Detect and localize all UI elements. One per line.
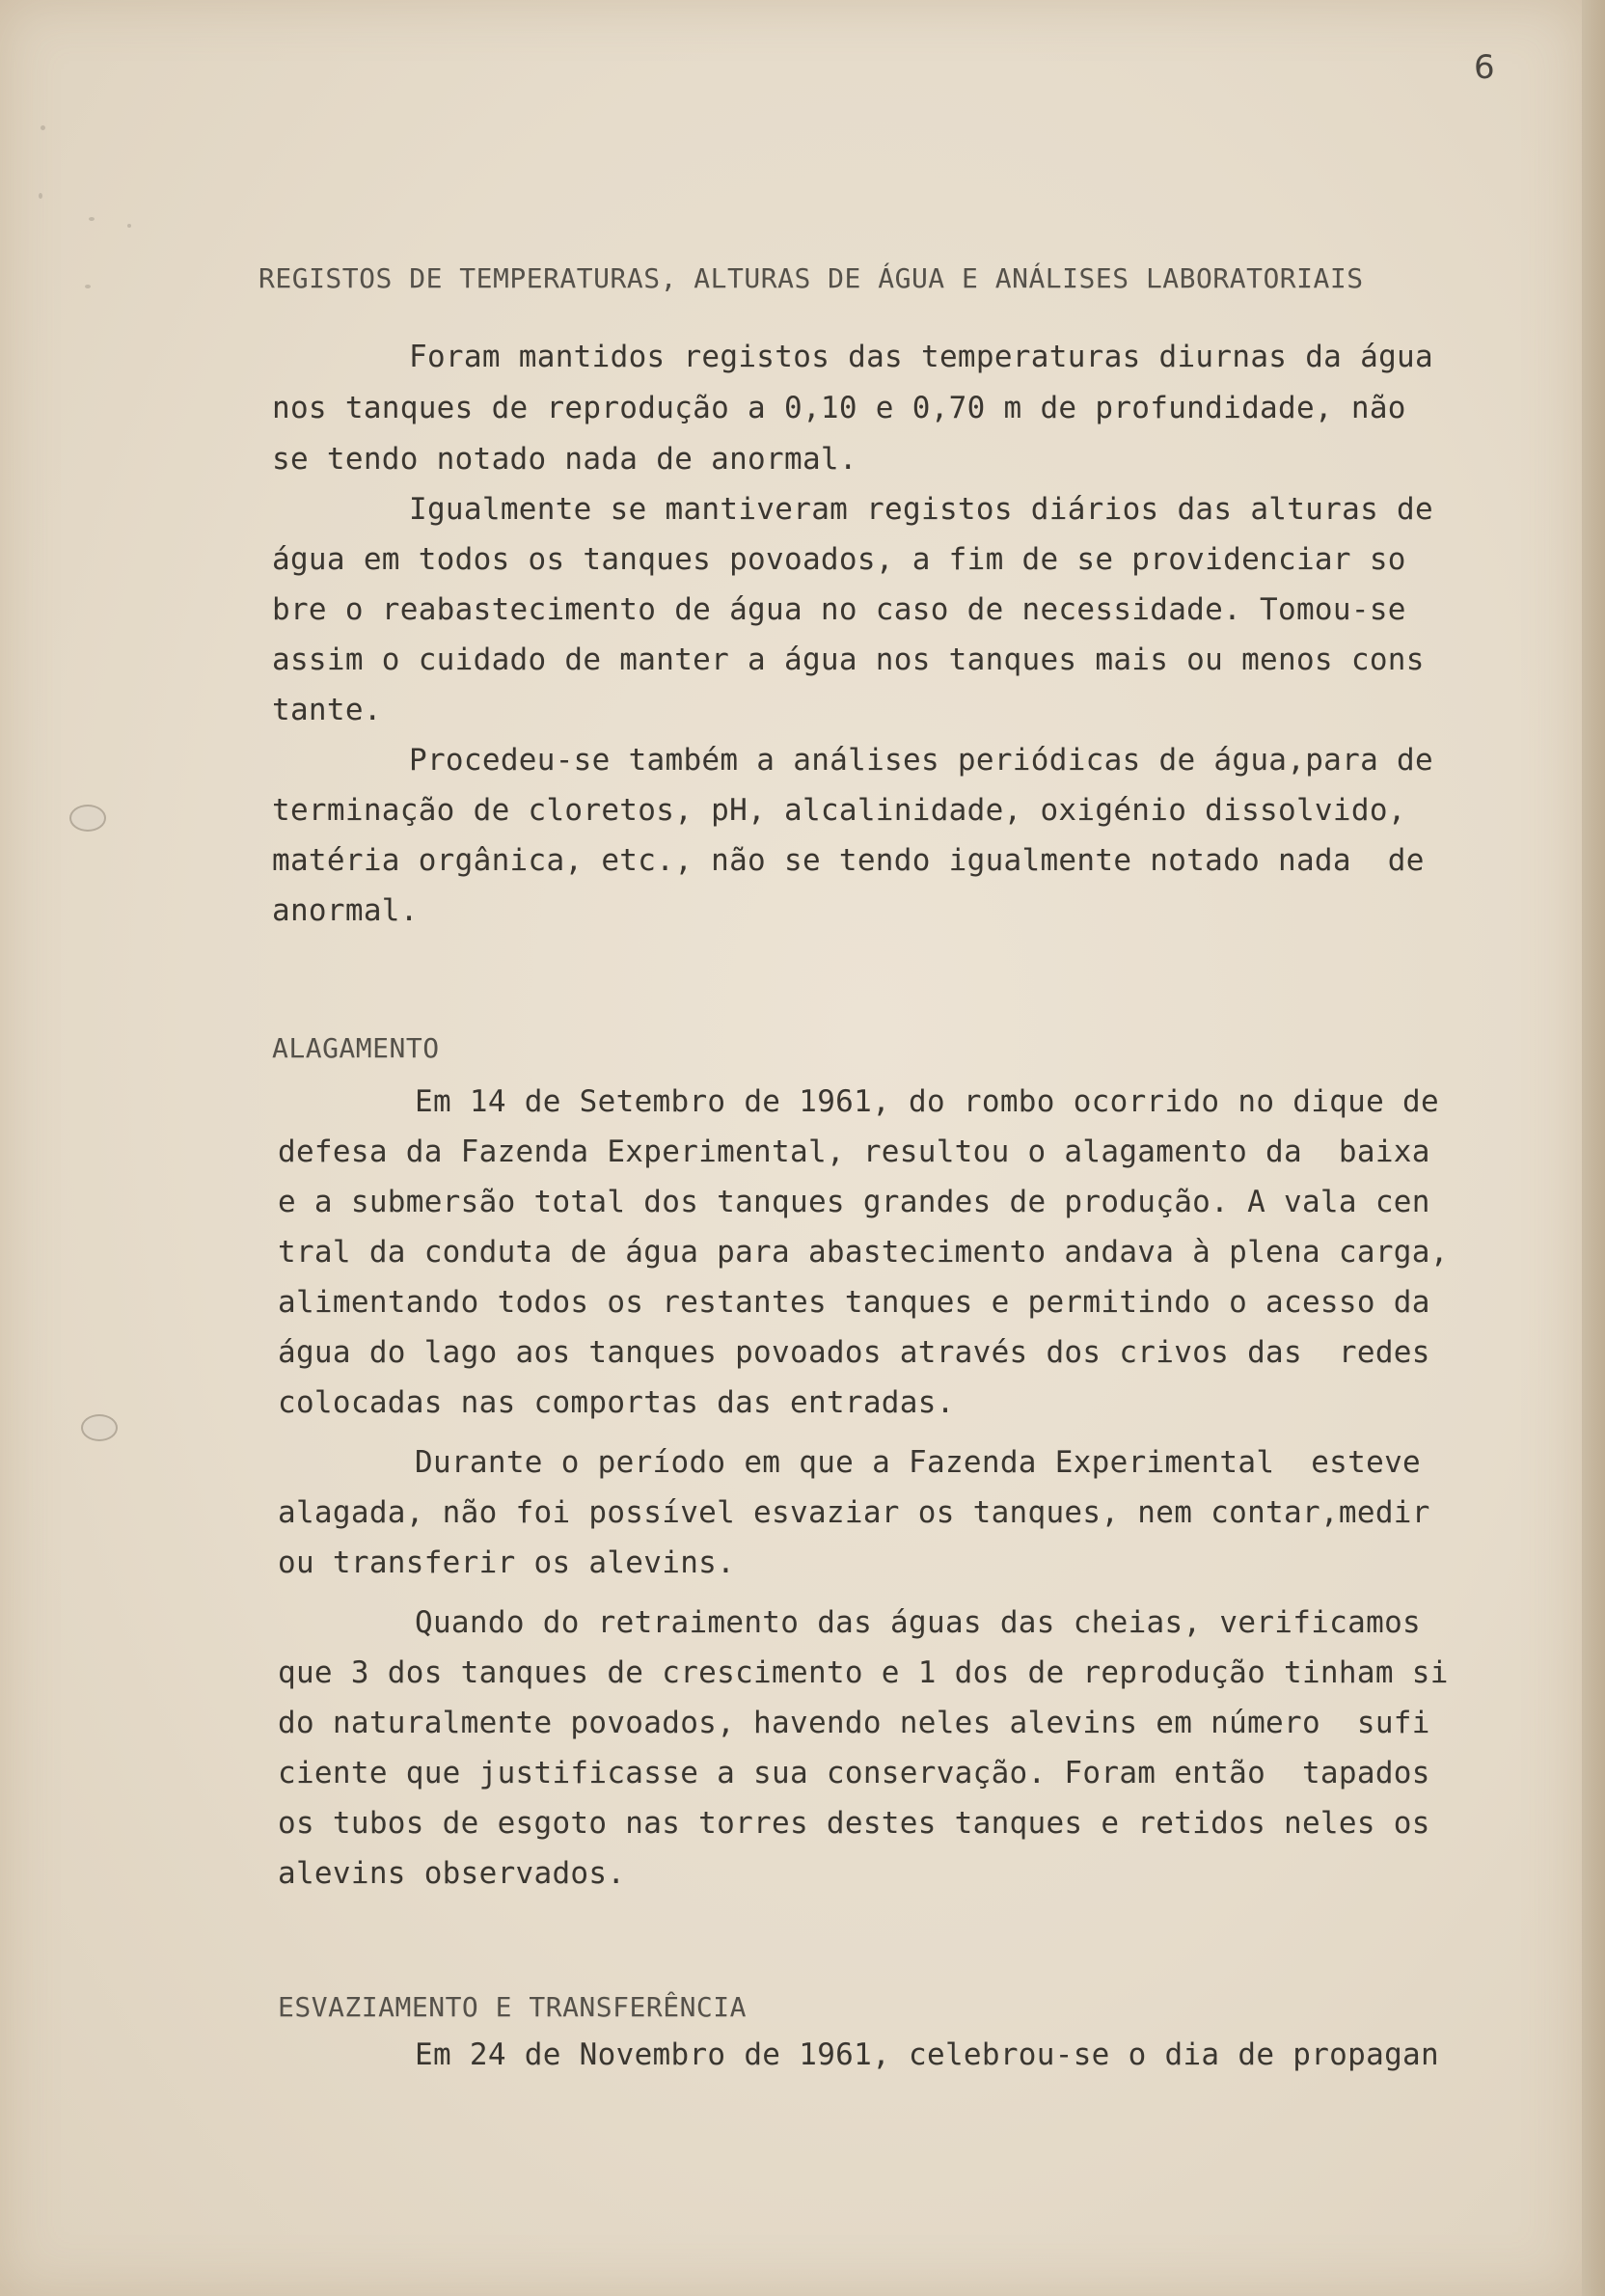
paragraph-line: assim o cuidado de manter a água nos tanques mais ou menos cons	[272, 642, 1425, 677]
section-heading: ESVAZIAMENTO E TRANSFERÊNCIA	[278, 1991, 748, 2023]
paragraph-line: alevins observados.	[278, 1856, 626, 1891]
paragraph-line: bre o reabastecimento de água no caso de necessidade. Tomou-se	[272, 592, 1406, 627]
paragraph-line: Procedeu-se também a análises periódicas de água,para de	[409, 743, 1433, 778]
paragraph-line: tral da conduta de água para abastecimento andava à plena carga,	[278, 1235, 1449, 1270]
paragraph-line: água do lago aos tanques povoados através dos crivos das redes	[278, 1335, 1430, 1370]
paragraph-line: do naturalmente povoados, havendo neles alevins em número sufi	[278, 1706, 1430, 1740]
punch-hole-mark	[69, 805, 106, 832]
page-number: 6	[1474, 48, 1495, 87]
paragraph-line: alimentando todos os restantes tanques e permitindo o acesso da	[278, 1285, 1430, 1320]
paragraph-line: terminação de cloretos, pH, alcalinidade, oxigénio dissolvido,	[272, 793, 1406, 828]
paragraph-line: Quando do retraimento das águas das cheias, verificamos	[415, 1605, 1421, 1640]
paragraph-line: Em 14 de Setembro de 1961, do rombo ocorrido no dique de	[415, 1084, 1439, 1119]
stain-mark	[39, 193, 42, 199]
paragraph-line: ou transferir os alevins.	[278, 1545, 736, 1580]
paragraph-line: Em 24 de Novembro de 1961, celebrou-se o dia de propagan	[415, 2037, 1439, 2072]
paragraph-line: os tubos de esgoto nas torres destes tanques e retidos neles os	[278, 1806, 1430, 1841]
section-heading: ALAGAMENTO	[272, 1032, 440, 1064]
paragraph-line: Igualmente se mantiveram registos diários das alturas de	[409, 492, 1433, 527]
paragraph-line: Foram mantidos registos das temperaturas diurnas da água	[409, 340, 1433, 374]
stain-mark	[41, 125, 45, 130]
paragraph-line: e a submersão total dos tanques grandes de produção. A vala cen	[278, 1185, 1430, 1219]
paragraph-line: colocadas nas comportas das entradas.	[278, 1385, 955, 1420]
paragraph-line: ciente que justificasse a sua conservação. Foram então tapados	[278, 1756, 1430, 1790]
paragraph-line: Durante o período em que a Fazenda Experimental esteve	[415, 1445, 1421, 1480]
paragraph-line: se tendo notado nada de anormal.	[272, 442, 857, 477]
stain-mark	[85, 285, 91, 288]
paragraph-line: matéria orgânica, etc., não se tendo igualmente notado nada de	[272, 843, 1425, 878]
paragraph-line: nos tanques de reprodução a 0,10 e 0,70 m de profundidade, não	[272, 391, 1406, 425]
stain-mark	[89, 217, 95, 221]
section-heading: REGISTOS DE TEMPERATURAS, ALTURAS DE ÁGUA E ANÁLISES LABORATORIAIS	[258, 262, 1364, 294]
paragraph-line: que 3 dos tanques de crescimento e 1 dos de reprodução tinham si	[278, 1655, 1449, 1690]
paragraph-line: defesa da Fazenda Experimental, resultou o alagamento da baixa	[278, 1134, 1430, 1169]
page-edge	[1582, 0, 1605, 2296]
paragraph-line: anormal.	[272, 893, 419, 928]
punch-hole-mark	[81, 1414, 118, 1441]
paragraph-line: água em todos os tanques povoados, a fim de se providenciar so	[272, 542, 1406, 577]
paragraph-line: alagada, não foi possível esvaziar os tanques, nem contar,medir	[278, 1495, 1430, 1530]
paragraph-line: tante.	[272, 693, 382, 727]
stain-mark	[127, 224, 131, 228]
